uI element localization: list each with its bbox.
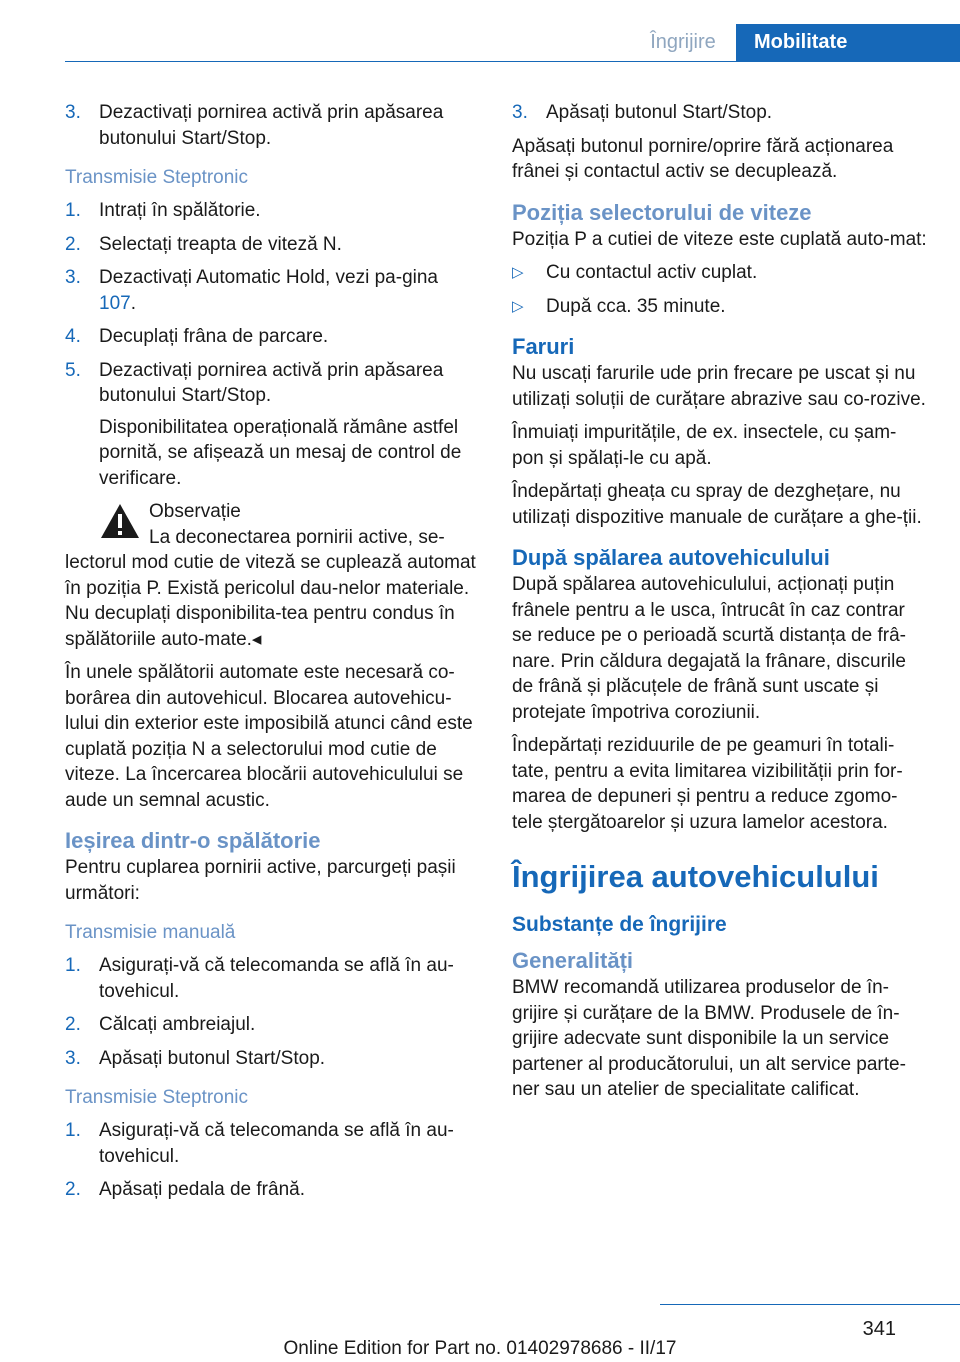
list-text: Apăsați pedala de frână. <box>99 1179 305 1200</box>
list-item <box>65 1046 479 1072</box>
edition-note: Online Edition for Part no. 01402978686 - II/17 <box>283 1338 677 1359</box>
section-heading-substante: Substanțe de îngrijire <box>512 913 727 936</box>
paragraph: Înmuiați impuritățile, de ex. insectele, cu șam-pon și spălați-le cu apă. <box>512 422 897 469</box>
list-item <box>65 100 479 151</box>
list-text: Apăsați butonul Start/Stop. <box>99 1047 326 1069</box>
paragraph: Pentru cuplarea pornirii active, parcurgeți pașii următori: <box>65 857 456 904</box>
list-item <box>65 953 479 1004</box>
page-number: 341 <box>862 1318 896 1340</box>
list-item-note: Disponibilitatea operațională rămâne astfel pornită, se afișează un mesaj de control de verificare. <box>99 416 462 489</box>
paragraph: Apăsați butonul pornire/oprire fără acționarea frânei și contactul activ se decuplează. <box>512 135 894 182</box>
list-text: Asigurați-vă că telecomanda se află în au-tovehicul. <box>99 1120 454 1167</box>
list-item <box>65 1118 479 1169</box>
triangle-bullet-icon: ▷ <box>512 264 524 281</box>
list-text: Dezactivați pornirea activă prin apăsarea butonului Start/Stop. <box>99 102 444 149</box>
list-text: Dezactivați pornirea activă prin apăsarea butonului Start/Stop. <box>99 359 444 406</box>
list-item <box>65 1012 479 1038</box>
list-number: 5. <box>65 359 81 381</box>
bullet-item <box>512 260 927 286</box>
list-number: 1. <box>65 1120 81 1141</box>
paragraph: BMW recomandă utilizarea produselor de în-grijire și curățare de la BMW. Produsele de în-grijire adecvate sunt disponibile la un service partener al producătorului, un alt service parte-ner sau un atelier de specialitate calificat. <box>512 977 906 1100</box>
paragraph: Îndepărtați gheața cu spray de dezghețare, nu utilizați dispozitive manuale de curățare a ghe-ții. <box>512 481 922 528</box>
right-column <box>512 100 927 1111</box>
paragraph: După spălarea autovehiculului, acționați puțin frânele pentru a le usca, întrucât în caz contrar se reduce pe o perioadă scurtă distanța de frâ-nare. Prin căldura degajată la frânare, discurile de frână și plăcuțele de frână sunt uscate și protejate împotriva coroziunii. <box>512 574 906 723</box>
list-text-body: Dezactivați Automatic Hold, vezi pa-gina <box>99 267 438 288</box>
paragraph: Îndepărtați reziduurile de pe geamuri în totali-tate, pentru a evita limitarea vizibilității prin for-marea de depuneri și pentru a reduce zgomo-tele ștergătoarelor și uzura lamelor acestora. <box>512 735 903 833</box>
list-item <box>65 265 479 316</box>
paragraph: Poziția P a cutiei de viteze este cuplată auto-mat: <box>512 228 927 250</box>
list-item <box>65 358 479 409</box>
bullet-text: După cca. 35 minute. <box>546 295 726 317</box>
bullet-text: Cu contactul activ cuplat. <box>546 262 758 283</box>
list-text <box>99 265 479 316</box>
triangle-bullet-icon: ▷ <box>512 297 524 315</box>
warning-title: Observație <box>149 501 241 522</box>
section-heading-iesire: Ieșirea dintr-o spălătorie <box>65 828 321 853</box>
bullet-item <box>512 294 927 320</box>
paragraph: Nu uscați farurile ude prin frecare pe uscat și nu utilizați soluții de curățare abrazive sau co-rozive. <box>512 363 926 410</box>
warning-first-line: La deconectarea pornirii active, se- <box>149 526 445 548</box>
list-item <box>65 232 479 258</box>
page-link[interactable]: 107 <box>99 292 131 314</box>
section-heading-steptronic-2: Transmisie Steptronic <box>65 1087 249 1108</box>
list-text: Apăsați butonul Start/Stop. <box>546 102 773 123</box>
section-heading-faruri: Faruri <box>512 334 575 359</box>
list-number: 3. <box>65 267 81 288</box>
list-text: Decuplați frâna de parcare. <box>99 326 329 347</box>
paragraph: În unele spălătorii automate este necesară co-borârea din autovehicul. Blocarea autovehicu-lului din exterior este imposibilă atunci când este cuplată poziția N a selectorului mod cutie de viteze. La încercarea blocării autovehiculului se aude un semnal acustic. <box>65 662 473 811</box>
section-heading-steptronic: Transmisie Steptronic <box>65 167 249 188</box>
warning-body: lectorul mod cutie de viteză se cuplează automat în poziția P. Există pericolul dau-nelor materiale. Nu decuplați disponibilita-tea pentru condus în spălătoriile auto-mate.◂ <box>65 552 476 650</box>
list-item <box>65 198 479 224</box>
list-number: 2. <box>65 1179 81 1200</box>
list-text: Selectați treapta de viteză N. <box>99 233 342 255</box>
header-tab-mobilitate[interactable]: Mobilitate <box>736 24 960 61</box>
header-rule <box>65 61 960 62</box>
list-item <box>512 100 927 126</box>
warning-note <box>65 499 479 652</box>
section-heading-manuala: Transmisie manuală <box>65 922 236 943</box>
list-number: 1. <box>65 200 81 221</box>
footer-rule <box>660 1304 960 1305</box>
list-number: 3. <box>65 102 81 123</box>
list-number: 3. <box>512 102 528 123</box>
list-number: 2. <box>65 1014 81 1035</box>
section-heading-generalitati: Generalități <box>512 948 634 973</box>
list-text: Călcați ambreiajul. <box>99 1014 256 1035</box>
list-text: Asigurați-vă că telecomanda se află în au-tovehicul. <box>99 955 454 1002</box>
chapter-heading: Îngrijirea autovehiculului <box>512 859 879 894</box>
list-text: Intrați în spălătorie. <box>99 200 261 221</box>
list-item <box>65 1177 479 1203</box>
list-item <box>65 324 479 350</box>
section-heading-selector: Poziția selectorului de viteze <box>512 199 812 225</box>
warning-icon <box>100 503 140 539</box>
list-number: 1. <box>65 955 81 976</box>
list-number: 3. <box>65 1047 81 1069</box>
list-text-end: . <box>130 292 136 314</box>
list-number: 2. <box>65 233 81 255</box>
list-number: 4. <box>65 326 81 347</box>
header-tab-ingrijire[interactable]: Îngrijire <box>630 24 736 61</box>
section-heading-dupa-spalare: După spălarea autovehiculului <box>512 545 830 570</box>
left-column <box>65 100 479 1211</box>
